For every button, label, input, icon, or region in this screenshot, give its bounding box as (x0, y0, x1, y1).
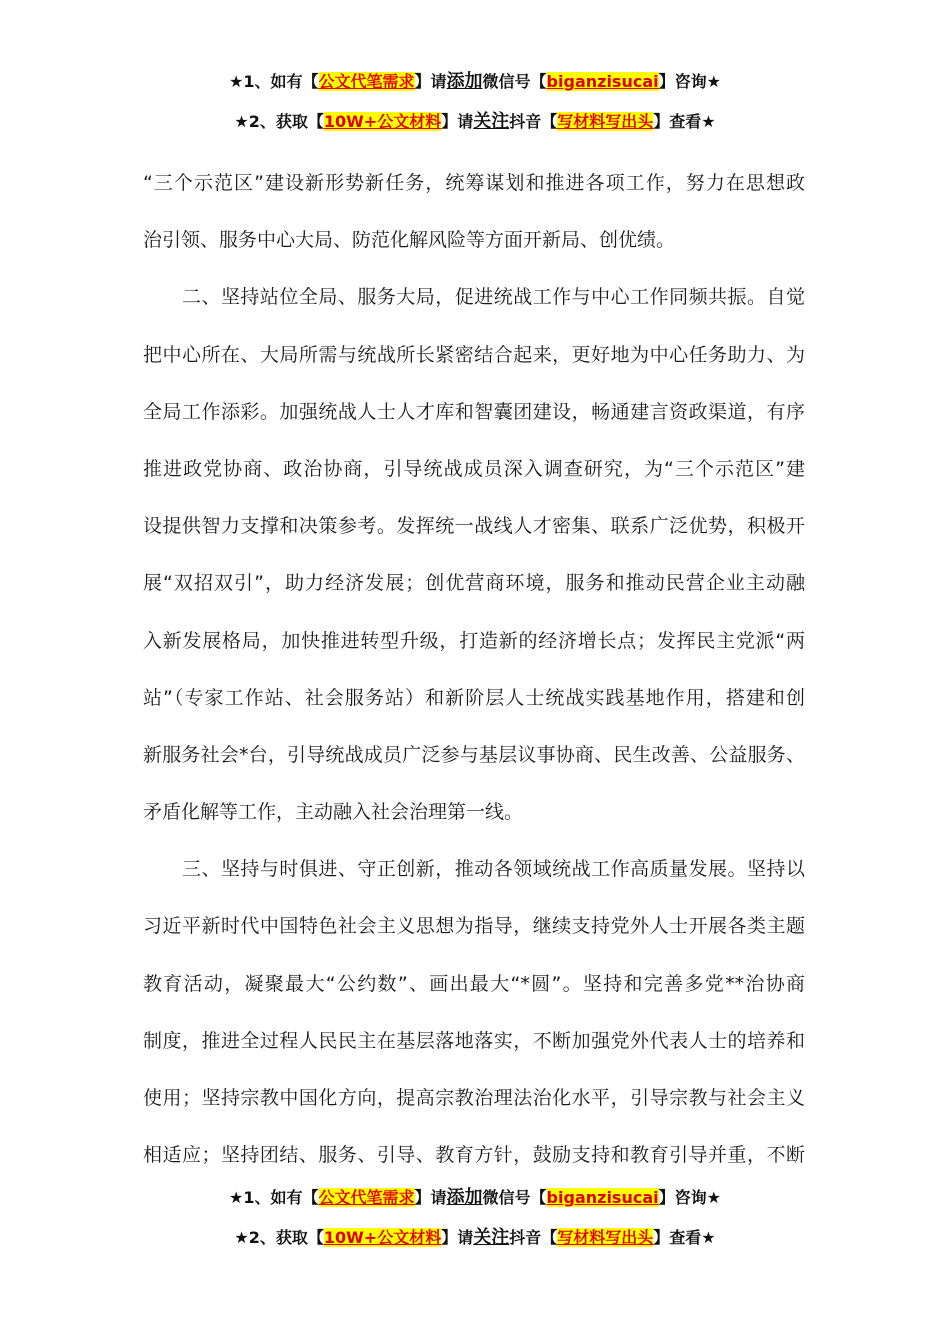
highlight-wechat-id: biganzisucai (546, 1188, 659, 1207)
banner-text: 】查看★ (653, 112, 716, 131)
text-line: 矛盾化解等工作，主动融入社会治理第一线。 (143, 801, 524, 824)
banner-text: ★2、获取【 (234, 1228, 324, 1247)
highlight-materials: 10W+公文材料 (323, 112, 442, 131)
highlight-douyin-account: 写材料写出头 (557, 112, 654, 131)
banner-text: 微信号【 (482, 72, 547, 91)
emphasis-text: 关注 (473, 1227, 510, 1248)
text-line: 推进政党协商、政治协商，引导统战成员深入调查研究，为“三个示范区”建 (143, 457, 805, 480)
body-text (143, 155, 805, 1184)
banner-line-2 (0, 102, 950, 142)
banner-text: 】请 (414, 1188, 447, 1207)
banner-text: ★1、如有【 (229, 1188, 319, 1207)
text-line: 教育活动，凝聚最大“公约数”、画出最大“*圆”。坚持和完善多党**治协商 (143, 972, 805, 995)
text-line: 三、坚持与时俱进、守正创新，推动各领域统战工作高质量发展。坚持以 (143, 858, 805, 881)
text-line: 习近平新时代中国特色社会主义思想为指导，继续支持党外人士开展各类主题 (143, 915, 805, 938)
text-line: 相适应；坚持团结、服务、引导、教育方针，鼓励支持和教育引导并重，不断 (143, 1144, 805, 1167)
text-line: 治引领、服务中心大局、防范化解风险等方面开新局、创优绩。 (143, 229, 676, 252)
text-line: 设提供智力支撑和决策参考。发挥统一战线人才密集、联系广泛优势，积极开 (143, 515, 805, 538)
banner-text: ★2、获取【 (234, 112, 324, 131)
text-line: 新服务社会*台，引导统战成员广泛参与基层议事协商、民生改善、公益服务、 (143, 743, 805, 766)
banner-text: 】请 (441, 1228, 474, 1247)
banner-text: ★1、如有【 (229, 72, 319, 91)
emphasis-text: 添加 (446, 71, 483, 92)
highlight-wechat-id: biganzisucai (546, 72, 659, 91)
banner-text: 抖音【 (509, 1228, 558, 1247)
banner-text: 微信号【 (482, 1188, 547, 1207)
banner-line-2 (0, 1218, 950, 1258)
text-line: 把中心所在、大局所需与统战所长紧密结合起来，更好地为中心任务助力、为 (143, 343, 805, 366)
banner-text: 】咨询★ (658, 72, 721, 91)
banner-line-1 (0, 62, 950, 102)
banner-text: 】请 (441, 112, 474, 131)
banner-line-1 (0, 1178, 950, 1218)
text-line: 全局工作添彩。加强统战人士人才库和智囊团建设，畅通建言资政渠道，有序 (143, 400, 805, 423)
text-line: “三个示范区”建设新形势新任务，统筹谋划和推进各项工作，努力在思想政 (143, 172, 805, 194)
text-line: 使用；坚持宗教中国化方向，提高宗教治理法治化水平，引导宗教与社会主义 (143, 1087, 805, 1109)
text-line: 制度，推进全过程人民民主在基层落地落实，不断加强党外代表人士的培养和 (143, 1029, 805, 1052)
text-line: 入新发展格局，加快推进转型升级，打造新的经济增长点；发挥民主党派“两 (143, 629, 805, 652)
text-line: 二、坚持站位全局、服务大局，促进统战工作与中心工作同频共振。自觉 (143, 286, 805, 309)
banner-text: 】咨询★ (658, 1188, 721, 1207)
highlight-materials: 10W+公文材料 (323, 1228, 442, 1247)
banner-text: 】查看★ (653, 1228, 716, 1247)
highlight-service: 公文代笔需求 (318, 72, 415, 91)
banner-text: 】请 (414, 72, 447, 91)
text-line: 站”（专家工作站、社会服务站）和新阶层人士统战实践基地作用，搭建和创 (143, 686, 805, 709)
header-banner (0, 62, 950, 142)
emphasis-text: 添加 (446, 1187, 483, 1208)
highlight-douyin-account: 写材料写出头 (557, 1228, 654, 1247)
emphasis-text: 关注 (473, 111, 510, 132)
banner-text: 抖音【 (509, 112, 558, 131)
text-line: 展“双招双引”，助力经济发展；创优营商环境，服务和推动民营企业主动融 (143, 572, 805, 595)
footer-banner (0, 1178, 950, 1258)
highlight-service: 公文代笔需求 (318, 1188, 415, 1207)
